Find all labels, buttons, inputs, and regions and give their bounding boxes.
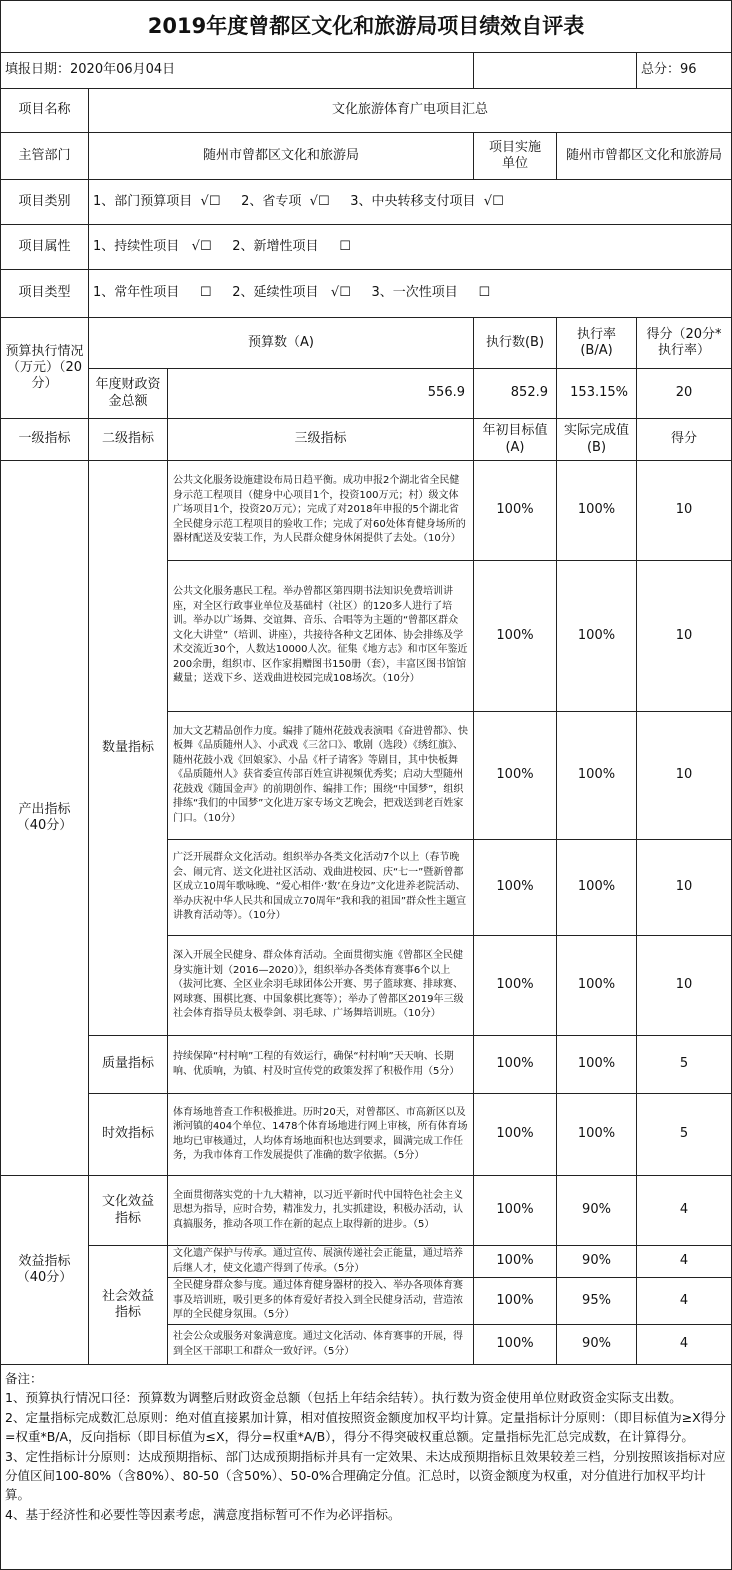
budget-value: 556.9 [167,368,474,419]
indicator-row-actual: 100% [556,935,637,1036]
col-l1: 一级指标 [0,418,89,461]
indicator-row-actual: 100% [556,1035,637,1094]
note-item: 2、定量指标完成数汇总原则：绝对值直接累加计算，相对值按照资金额度加权平均计算。定量指标计分原则：（即目标值为≥X得分=权重*B/A，反向指标（即目标值为≤X，得分=权重*A/B），得分不得突破权重总额。定量指标先汇总完成数，在计算得分。 [5,1409,726,1445]
col-budget: 预算数（A) [88,317,474,369]
indicator-row-text: 深入开展全民健身、群众体育活动。全面贯彻实施《曾都区全民健身实施计划（2016—2020）》，组织举办各类体育赛事6个以上（拔河比赛、全区业余羽毛球团体公开赛、男子篮球赛、排球赛、网球赛、围棋比赛、中国象棋比赛等）；举办了曾都区2019年三级社会体育指导员太极拳剑、羽毛球、广场舞培训班。（10分） [167,935,474,1036]
type-value: 1、常年性项目 ☐ 2、延续性项目 √☐ 3、一次性项目 ☐ [88,269,732,318]
indicator-row-target: 100% [473,1093,557,1176]
col-target: 年初目标值(A) [473,418,557,461]
indicator-row-score: 4 [636,1324,732,1365]
indicator-row-target: 100% [473,1324,557,1365]
note-item: 1、预算执行情况口径：预算数为调整后财政资金总额（包括上年结余结转）。执行数为资金使用单位财政资金实际支出数。 [5,1390,682,1406]
social-benefit-label: 社会效益指标 [88,1245,168,1365]
col-l2: 二级指标 [88,418,168,461]
indicator-row-actual: 90% [556,1324,637,1365]
note-item: 3、定性指标计分原则：达成预期指标、部门达成预期指标并具有一定效果、未达成预期指标且效果较差三档，分别按照该指标对应分值区间100-80%（含80%）、80-50（含50%）、50-0%合理确定分值。汇总时，以资金额度为权重，对分值进行加权平均计算。 [5,1448,726,1503]
indicator-row-score: 5 [636,1093,732,1176]
indicator-row-score: 4 [636,1175,732,1246]
indicator-row-score: 10 [636,560,732,712]
indicator-row-text: 加大文艺精品创作力度。编排了随州花鼓戏表演唱《奋进曾都》、快板舞《品质随州人》、小武戏《三岔口》、歌剧（选段）《绣红旗》、随州花鼓小戏《回娘家》、小品《杆子请客》等剧目，其中快板舞《品质随州人》获省委宣传部百姓宣讲视频优秀奖；启动大型随州花鼓戏《随国金声》的前期创作、编排工作；围绕“中国梦”，组织排练“我们的中国梦”文化进万家专场文艺晚会，把戏送到老百姓家门口。（10分） [167,711,474,840]
indicator-row-score: 10 [636,839,732,936]
indicator-row-target: 100% [473,560,557,712]
indicator-row-actual: 95% [556,1277,637,1325]
timeliness-indicator-label: 时效指标 [88,1093,168,1176]
exec-value: 852.9 [473,368,557,419]
benefit-indicator-label: 效益指标（40分） [0,1175,89,1365]
impl-label: 项目实施单位 [473,132,557,180]
col-exec: 执行数(B) [473,317,557,369]
budget-score-value: 20 [636,368,732,419]
indicator-row-text: 体育场地普查工作积极推进。历时20天，对曾都区、市高新区以及淅河镇的404个单位、1478个体育场地进行网上审核，所有体育场地均已审核通过，人均体育场地面积也达到要求，圆满完成工作任务，为我市体育工作发展提供了准确的数字依据。（5分） [167,1093,474,1176]
project-name-value: 文化旅游体育广电项目汇总 [88,88,732,133]
indicator-row-target: 100% [473,1035,557,1094]
indicator-row-score: 10 [636,935,732,1036]
output-indicator-label: 产出指标（40分） [0,460,89,1176]
indicator-row-target: 100% [473,1277,557,1325]
page-title: 2019年度曾都区文化和旅游局项目绩效自评表 [0,0,732,53]
notes-heading: 备注： [5,1371,43,1386]
indicator-row-text: 广泛开展群众文化活动。组织举办各类文化活动7个以上（春节晚会、闹元宵、送文化进社区活动、戏曲进校园、庆“七一”暨新曾都区成立10周年歌咏晚、“爱心相伴·‘数’在身边”文化进养老院活动、举办庆祝中华人民共和国成立70周年“我和我的祖国”群众性主题宣讲教育活动等）。（10分） [167,839,474,936]
indicator-row-text: 全面贯彻落实党的十九大精神，以习近平新时代中国特色社会主义思想为指导，应时合势，精准发力，扎实抓建设，积极办活动，认真搞服务，推动各项工作在新的起点上取得新的进步。（5） [167,1175,474,1246]
culture-benefit-label: 文化效益指标 [88,1175,168,1246]
indicator-row-target: 100% [473,839,557,936]
indicator-row-score: 10 [636,711,732,840]
report-date: 填报日期：2020年06月04日 [0,52,474,89]
indicator-row-text: 社会公众或服务对象满意度。通过文化活动、体育赛事的开展，得到全区干部职工和群众一致好评。（5分） [167,1324,474,1365]
type-label: 项目类型 [0,269,89,318]
indicator-row-actual: 90% [556,1245,637,1278]
indicator-row-text: 持续保障“村村响”工程的有效运行，确保“村村响”天天响、长期响、优质响，为镇、村及时宣传党的政策发挥了积极作用（5分） [167,1035,474,1094]
notes-section [0,1364,732,1570]
col-ind-score: 得分 [636,418,732,461]
indicator-row-target: 100% [473,711,557,840]
col-budget-score: 得分（20分*执行率） [636,317,732,369]
indicator-row-score: 5 [636,1035,732,1094]
indicator-row-text: 文化遗产保护与传承。通过宣传、展演传递社会正能量，通过培养后继人才，使文化遗产得到了传承。（5分） [167,1245,474,1278]
attribute-label: 项目属性 [0,224,89,270]
col-l3: 三级指标 [167,418,474,461]
note-item: 4、基于经济性和必要性等因素考虑，满意度指标暂可不作为必评指标。 [5,1506,401,1522]
quantity-indicator-label: 数量指标 [88,460,168,1036]
project-name-label: 项目名称 [0,88,89,133]
category-label: 项目类别 [0,179,89,225]
indicator-row-actual: 90% [556,1175,637,1246]
indicator-row-text: 公共文化服务设施建设布局日趋平衡。成功申报2个湖北省全民健身示范工程项目（健身中心项目1个，投资100万元；村）级文体广场项目1个，投资20万元）；完成了对2018年申报的5个湖北省全民健身示范工程项目的验收工作；完成了对60处体育健身场所的器材配送及安装工作，为人民群众健身休闲提供了去处。（10分） [167,460,474,561]
dept-value: 随州市曾都区文化和旅游局 [88,132,474,180]
indicator-row-target: 100% [473,1245,557,1278]
budget-row-label: 年度财政资金总额 [88,368,168,419]
indicator-row-score: 4 [636,1245,732,1278]
rate-value: 153.15% [556,368,637,419]
indicator-row-text: 公共文化服务惠民工程。举办曾都区第四期书法知识免费培训讲座，对全区行政事业单位及基础村（社区）的120多人进行了培训。举办以广场舞、交谊舞、音乐、合唱等为主题的“曾都区群众文化大讲堂”（培训、讲座），共接待各种文艺团体、协会排练及学术交流近30个，人数达10000人次。征集《地方志》和市区年鉴近200余册，组织市、区作家捐赠图书150册（套），丰富区图书馆馆藏量；送戏下乡、送戏曲进校园完成108场次。（10分） [167,560,474,712]
indicator-row-actual: 100% [556,1093,637,1176]
indicator-row-actual: 100% [556,839,637,936]
indicator-row-score: 4 [636,1277,732,1325]
total-score: 总分：96 [636,52,732,89]
indicator-row-text: 全民健身群众参与度。通过体育健身器材的投入、举办各项体育赛事及培训班，吸引更多的体育爱好者投入到全民健身活动，营造浓厚的全民健身氛围。（5分） [167,1277,474,1325]
category-value: 1、部门预算项目 √☐ 2、省专项 √☐ 3、中央转移支付项目 √☐ [88,179,732,225]
indicator-row-target: 100% [473,935,557,1036]
impl-value: 随州市曾都区文化和旅游局 [556,132,732,180]
attribute-value: 1、持续性项目 √☐ 2、新增性项目 ☐ [88,224,732,270]
indicator-row-target: 100% [473,1175,557,1246]
col-rate: 执行率(B/A) [556,317,637,369]
dept-label: 主管部门 [0,132,89,180]
budget-label: 预算执行情况（万元）（20分） [0,317,89,419]
blank-cell [473,52,637,89]
indicator-row-actual: 100% [556,711,637,840]
quality-indicator-label: 质量指标 [88,1035,168,1094]
indicator-row-target: 100% [473,460,557,561]
col-actual: 实际完成值(B) [556,418,637,461]
indicator-row-score: 10 [636,460,732,561]
indicator-row-actual: 100% [556,560,637,712]
indicator-row-actual: 100% [556,460,637,561]
